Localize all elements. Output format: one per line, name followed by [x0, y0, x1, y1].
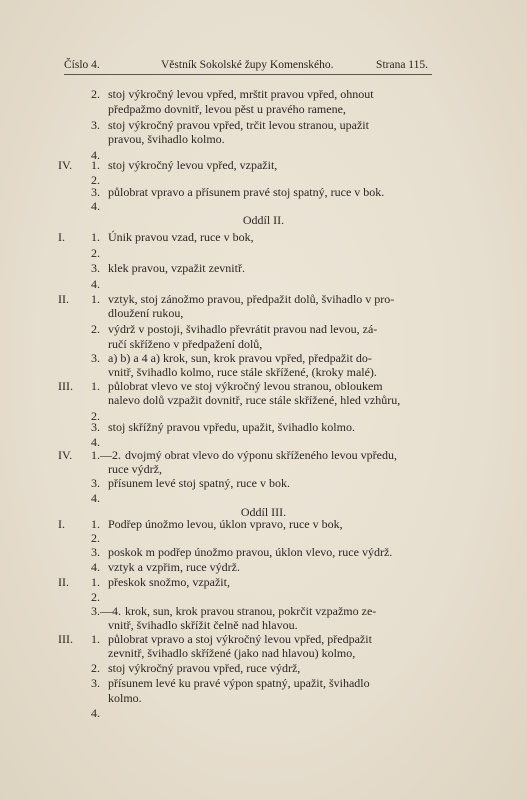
instruction-text: půlobrat vlevo ve stoj výkročný levou stranou, obloukem	[108, 379, 383, 393]
instruction-text: ručí skříženo v předpažení dolů,	[108, 337, 263, 351]
instruction-text: vnitř, švihadlo kolmo, ruce stále skřížené, (kroky malé).	[108, 365, 377, 379]
count-number: 2.	[91, 322, 100, 336]
instruction-text: dloužení rukou,	[108, 306, 184, 320]
count-number: 3.	[91, 118, 100, 132]
instruction-text: kolmo.	[108, 691, 142, 705]
instruction-text: půlobrat vpravo a stoj výkročný levou vpřed, předpažit	[108, 632, 372, 646]
instruction-text: předpažmo dovnitř, levou pěst u pravého ramene,	[108, 102, 346, 116]
count-number: 2.	[91, 173, 100, 187]
instruction-text: stoj výkročný levou vpřed, mrštit pravou vpřed, ohnout	[108, 87, 374, 101]
count-number: 1.	[91, 517, 100, 531]
count-number: 4.	[91, 706, 100, 720]
instruction-text: Podřep únožmo levou, úklon vpravo, ruce v bok,	[108, 517, 343, 531]
instruction-text: přísunem levé ku pravé výpon spatný, upažit, švihadlo	[108, 676, 370, 690]
instruction-text: a) b) a 4 a) krok, sun, krok pravou vpřed, předpažit do-	[108, 351, 372, 365]
count-number: 4.	[91, 148, 100, 162]
issue-number: Číslo 4.	[64, 59, 100, 71]
count-number: 1.—2.	[91, 448, 121, 462]
exercise-group-numeral: III.	[58, 632, 73, 646]
exercise-group-numeral: IV.	[58, 448, 73, 462]
count-number: 1.	[91, 158, 100, 172]
count-number: 2.	[91, 531, 100, 545]
instruction-text: vnitř, švihadlo skřížit čelně nad hlavou.	[108, 618, 298, 632]
count-number: 3.—4.	[91, 604, 121, 618]
instruction-text: dvojmý obrat vlevo do výponu skříženého levou vpředu,	[125, 448, 397, 462]
count-number: 2.	[91, 590, 100, 604]
instruction-text: vztyk, stoj zánožmo pravou, předpažit dolů, švihadlo v pro-	[108, 292, 395, 306]
section-heading: Oddíl III.	[240, 505, 287, 519]
count-number: 3.	[91, 185, 100, 199]
count-number: 4.	[91, 277, 100, 291]
journal-title: Věstník Sokolské župy Komenského.	[161, 59, 334, 71]
count-number: 1.	[91, 230, 100, 244]
instruction-text: zevnitř, švihadlo skřížené (jako nad hlavou) kolmo,	[108, 646, 356, 660]
count-number: 3.	[91, 261, 100, 275]
exercise-group-numeral: IV.	[58, 158, 73, 172]
instruction-text: přísunem levé stoj spatný, ruce v bok.	[108, 476, 290, 490]
count-number: 3.	[91, 351, 100, 365]
instruction-text: stoj výkročný levou vpřed, vzpažit,	[108, 158, 278, 172]
count-number: 1.	[91, 379, 100, 393]
instruction-text: půlobrat vpravo a přísunem pravé stoj spatný, ruce v bok.	[108, 185, 385, 199]
instruction-text: výdrž v postoji, švihadlo převrátit pravou nad levou, zá-	[108, 322, 378, 336]
count-number: 4.	[91, 491, 100, 505]
instruction-text: ruce výdrž,	[108, 462, 162, 476]
exercise-group-numeral: II.	[58, 575, 69, 589]
count-number: 2.	[91, 409, 100, 423]
instruction-text: stoj výkročný pravou vpřed, ruce výdrž,	[108, 661, 301, 675]
exercise-group-numeral: I.	[58, 517, 65, 531]
count-number: 3.	[91, 545, 100, 559]
instruction-text: Únik pravou vzad, ruce v bok,	[108, 230, 254, 244]
instruction-text: pravou, švihadlo kolmo.	[108, 132, 225, 146]
page-number: Strana 115.	[376, 59, 428, 71]
count-number: 4.	[91, 199, 100, 213]
count-number: 2.	[91, 661, 100, 675]
count-number: 3.	[91, 676, 100, 690]
instruction-text: stoj výkročný pravou vpřed, trčit levou stranou, upažit	[108, 118, 369, 132]
page-header	[64, 58, 432, 75]
count-number: 3.	[91, 476, 100, 490]
exercise-group-numeral: I.	[58, 230, 65, 244]
count-number: 1.	[91, 575, 100, 589]
exercise-group-numeral: III.	[58, 379, 73, 393]
count-number: 1.	[91, 292, 100, 306]
instruction-text: nalevo dolů vzpažit dovnitř, ruce stále skřížené, hled vzhůru,	[108, 393, 401, 407]
count-number: 4.	[91, 560, 100, 574]
instruction-text: poskok m podřep únožmo pravou, úklon vlevo, ruce výdrž.	[108, 545, 393, 559]
count-number: 2.	[91, 87, 100, 101]
instruction-text: klek pravou, vzpažit zevnitř.	[108, 261, 245, 275]
count-number: 4.	[91, 435, 100, 449]
exercise-group-numeral: II.	[58, 292, 69, 306]
count-number: 2.	[91, 246, 100, 260]
count-number: 1.	[91, 632, 100, 646]
count-number: 3.	[91, 420, 100, 434]
instruction-text: vztyk a vzpřim, ruce výdrž.	[108, 560, 240, 574]
instruction-text: stoj skřížný pravou vpředu, upažit, švihadlo kolmo.	[108, 420, 355, 434]
instruction-text: krok, sun, krok pravou stranou, pokrčit vzpažmo ze-	[125, 604, 377, 618]
instruction-text: přeskok snožmo, vzpažit,	[108, 575, 230, 589]
section-heading: Oddíl II.	[242, 213, 285, 227]
